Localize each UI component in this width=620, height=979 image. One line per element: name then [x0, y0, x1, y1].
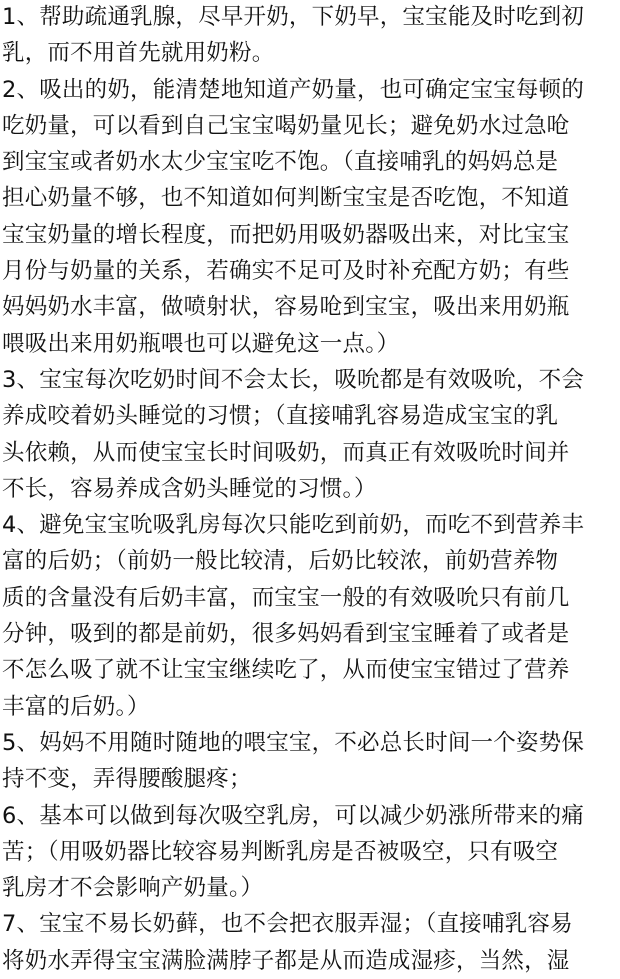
- text-line: 6、基本可以做到每次吸空乳房，可以减少奶涨所带来的痛: [2, 802, 585, 829]
- text-line: 宝宝奶量的增长程度，而把奶用吸奶器吸出来，对比宝宝: [2, 221, 570, 248]
- text-line: 月份与奶量的关系，若确实不足可及时补充配方奶；有些: [2, 258, 570, 285]
- text-line: 吃奶量，可以看到自己宝宝喝奶量见长；避免奶水过急呛: [2, 112, 570, 139]
- text-line: 质的含量没有后奶丰富，而宝宝一般的有效吸吮只有前几: [2, 584, 570, 611]
- text-line: 头依赖，从而使宝宝长时间吸奶，而真正有效吸吮时间并: [2, 439, 570, 466]
- text-line: 1、帮助疏通乳腺，尽早开奶，下奶早，宝宝能及时吃到初: [2, 4, 585, 30]
- text-line: 3、宝宝每次吃奶时间不会太长，吸吮都是有效吸吮，不会: [2, 366, 585, 393]
- text-line: 丰富的后奶。）: [2, 693, 150, 720]
- text-line: 7、宝宝不易长奶藓，也不会把衣服弄湿；（直接哺乳容易: [2, 911, 573, 938]
- text-line: 到宝宝或者奶水太少宝宝吃不饱。（直接哺乳的妈妈总是: [2, 149, 559, 176]
- text-line: 富的后奶；（前奶一般比较清，后奶比较浓，前奶营养物: [2, 548, 559, 575]
- text-line: 妈妈奶水丰富，做喷射状，容易呛到宝宝，吸出来用奶瓶: [2, 294, 570, 321]
- text-line: 将奶水弄得宝宝满脸满脖子都是从而造成湿疹，当然，湿: [2, 947, 570, 974]
- text-line: 苦；（用吸奶器比较容易判断乳房是否被吸空，只有吸空: [2, 838, 559, 865]
- text-line: 5、妈妈不用随时随地的喂宝宝，不必总长时间一个姿势保: [2, 729, 585, 756]
- text-line: 不长，容易养成含奶头睡觉的习惯。）: [2, 475, 377, 502]
- text-line: 不怎么吸了就不让宝宝继续吃了，从而使宝宝错过了营养: [2, 657, 570, 684]
- text-line: 2、吸出的奶，能清楚地知道产奶量，也可确定宝宝每顿的: [2, 76, 585, 103]
- text-line: 分钟，吸到的都是前奶，很多妈妈看到宝宝睡着了或者是: [2, 621, 570, 648]
- text-line: 乳房才不会影响产奶量。）: [2, 875, 264, 902]
- text-line: 4、避免宝宝吮吸乳房每次只能吃到前奶，而吃不到营养丰: [2, 512, 585, 539]
- text-line: 养成咬着奶头睡觉的习惯；（直接哺乳容易造成宝宝的乳: [2, 403, 559, 430]
- text-line: 乳，而不用首先就用奶粉。: [2, 40, 275, 67]
- text-line: 担心奶量不够，也不知道如何判断宝宝是否吃饱，不知道: [2, 185, 570, 212]
- text-line: 喂吸出来用奶瓶喂也可以避免这一点。）: [2, 330, 400, 357]
- text-line: 持不变，弄得腰酸腿疼；: [2, 766, 252, 793]
